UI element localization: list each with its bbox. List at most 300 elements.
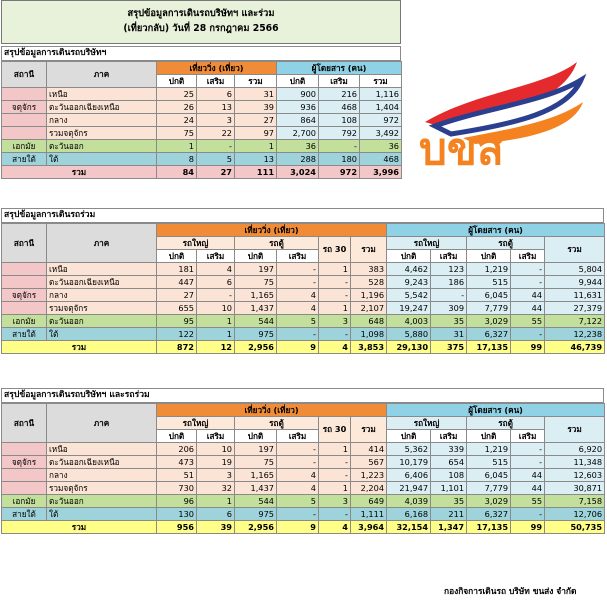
value-cell: 2,700	[277, 127, 319, 140]
col-total: รวม	[360, 75, 402, 88]
value-cell: 1	[235, 140, 277, 153]
col-extra: เสริม	[431, 430, 467, 443]
value-cell: 9,243	[387, 276, 431, 289]
value-cell: 8	[157, 153, 197, 166]
value-cell: 95	[157, 315, 197, 328]
value-cell: -	[319, 289, 351, 302]
report-title	[1, 0, 401, 44]
table-row	[2, 315, 605, 328]
value-cell: -	[319, 140, 360, 153]
total-value: 3,996	[360, 166, 402, 179]
region-cell: รวมจตุจักร	[47, 482, 157, 495]
region-cell: ตะวันออกเฉียงเหนือ	[47, 101, 157, 114]
station-cell: เอกมัย	[2, 315, 47, 328]
value-cell: 75	[157, 127, 197, 140]
value-cell: 206	[157, 443, 197, 456]
station-cell	[2, 88, 47, 101]
value-cell: -	[197, 140, 235, 153]
table-row	[2, 88, 402, 101]
value-cell: 975	[235, 328, 277, 341]
table-row	[2, 289, 605, 302]
col-normal: ปกติ	[467, 430, 511, 443]
value-cell: 186	[431, 276, 467, 289]
value-cell: 3,029	[467, 315, 511, 328]
value-cell: 383	[351, 263, 387, 276]
section2-table	[1, 223, 605, 354]
value-cell: 1,196	[351, 289, 387, 302]
value-cell: 1,165	[235, 289, 277, 302]
value-cell: 30,871	[545, 482, 605, 495]
value-cell: 9,944	[545, 276, 605, 289]
value-cell: 528	[351, 276, 387, 289]
total-value: 972	[319, 166, 360, 179]
col-extra: เสริม	[319, 75, 360, 88]
value-cell: 3	[319, 315, 351, 328]
value-cell: 1,219	[467, 263, 511, 276]
value-cell: -	[511, 276, 545, 289]
value-cell: 4,003	[387, 315, 431, 328]
col-extra: เสริม	[511, 430, 545, 443]
value-cell: -	[277, 456, 319, 469]
table-row	[2, 127, 402, 140]
station-cell: สายใต้	[2, 508, 47, 521]
value-cell: 10	[197, 302, 235, 315]
value-cell: 567	[351, 456, 387, 469]
table-row	[2, 508, 605, 521]
total-value: 3,964	[351, 521, 387, 534]
col-region: ภาค	[47, 224, 157, 263]
region-cell: ตะวันออก	[47, 140, 157, 153]
value-cell: 654	[431, 456, 467, 469]
col-van: รถตู้	[235, 237, 319, 250]
region-cell: กลาง	[47, 289, 157, 302]
station-cell: จตุจักร	[2, 456, 47, 469]
value-cell: 10,179	[387, 456, 431, 469]
value-cell: 122	[157, 328, 197, 341]
value-cell: 6,168	[387, 508, 431, 521]
total-value: 956	[157, 521, 197, 534]
station-cell	[2, 276, 47, 289]
value-cell: 5	[277, 315, 319, 328]
table-row	[2, 153, 402, 166]
total-value: 872	[157, 341, 197, 354]
value-cell: -	[319, 276, 351, 289]
value-cell: 19	[197, 456, 235, 469]
total-value: 17,135	[467, 521, 511, 534]
value-cell: 4	[277, 289, 319, 302]
value-cell: 730	[157, 482, 197, 495]
value-cell: 44	[511, 482, 545, 495]
value-cell: 3,492	[360, 127, 402, 140]
region-cell: เหนือ	[47, 443, 157, 456]
station-cell: จตุจักร	[2, 101, 47, 114]
value-cell: 1	[197, 328, 235, 341]
value-cell: 1,219	[467, 443, 511, 456]
col-normal: ปกติ	[277, 75, 319, 88]
total-label: รวม	[2, 521, 157, 534]
section1-table	[1, 61, 402, 179]
table-row	[2, 114, 402, 127]
col-passengers: ผู้โดยสาร (คน)	[277, 62, 402, 75]
total-value: 4	[319, 521, 351, 534]
value-cell: 4	[277, 469, 319, 482]
value-cell: 1,223	[351, 469, 387, 482]
region-cell: ใต้	[47, 508, 157, 521]
value-cell: 864	[277, 114, 319, 127]
value-cell: 3	[197, 114, 235, 127]
col-passengers: ผู้โดยสาร (คน)	[387, 404, 605, 417]
value-cell: 1	[319, 302, 351, 315]
value-cell: 7,158	[545, 495, 605, 508]
value-cell: 13	[197, 101, 235, 114]
col-normal: ปกติ	[157, 75, 197, 88]
region-cell: รวมจตุจักร	[47, 302, 157, 315]
value-cell: 447	[157, 276, 197, 289]
value-cell: 1,404	[360, 101, 402, 114]
value-cell: 473	[157, 456, 197, 469]
value-cell: 936	[277, 101, 319, 114]
col-r30: รถ 30	[319, 237, 351, 263]
value-cell: 35	[431, 495, 467, 508]
value-cell: -	[277, 328, 319, 341]
station-cell	[2, 263, 47, 276]
value-cell: 96	[157, 495, 197, 508]
station-cell: เอกมัย	[2, 140, 47, 153]
region-cell: รวมจตุจักร	[47, 127, 157, 140]
region-cell: ใต้	[47, 328, 157, 341]
table-row	[2, 276, 605, 289]
station-cell	[2, 302, 47, 315]
total-value: 84	[157, 166, 197, 179]
region-cell: ตะวันออก	[47, 315, 157, 328]
value-cell: 44	[511, 289, 545, 302]
col-extra: เสริม	[197, 250, 235, 263]
value-cell: 975	[235, 508, 277, 521]
value-cell: 288	[277, 153, 319, 166]
total-value: 46,739	[545, 341, 605, 354]
total-value: 29,130	[387, 341, 431, 354]
col-normal: ปกติ	[235, 430, 277, 443]
value-cell: 6,920	[545, 443, 605, 456]
total-value: 99	[511, 341, 545, 354]
value-cell: 1	[319, 263, 351, 276]
region-cell: เหนือ	[47, 88, 157, 101]
value-cell: 31	[431, 328, 467, 341]
value-cell: -	[197, 289, 235, 302]
table-row	[2, 328, 605, 341]
region-cell: ตะวันออกเฉียงเหนือ	[47, 276, 157, 289]
col-total: รวม	[351, 237, 387, 263]
value-cell: -	[277, 276, 319, 289]
value-cell: 1,101	[431, 482, 467, 495]
table-row	[2, 482, 605, 495]
value-cell: 5	[197, 153, 235, 166]
region-cell: กลาง	[47, 469, 157, 482]
value-cell: 39	[235, 101, 277, 114]
col-big: รถใหญ่	[387, 237, 467, 250]
total-value: 375	[431, 341, 467, 354]
value-cell: 515	[467, 276, 511, 289]
value-cell: 7,122	[545, 315, 605, 328]
value-cell: 19,247	[387, 302, 431, 315]
value-cell: 27,379	[545, 302, 605, 315]
value-cell: 1	[319, 482, 351, 495]
value-cell: 130	[157, 508, 197, 521]
value-cell: 1	[197, 315, 235, 328]
col-region: ภาค	[47, 62, 157, 88]
region-cell: ตะวันออก	[47, 495, 157, 508]
col-r30: รถ 30	[319, 417, 351, 443]
value-cell: -	[277, 263, 319, 276]
col-station: สถานี	[2, 62, 47, 88]
value-cell: 6	[197, 276, 235, 289]
station-cell	[2, 482, 47, 495]
col-region: ภาค	[47, 404, 157, 443]
col-normal: ปกติ	[235, 250, 277, 263]
value-cell: 26	[157, 101, 197, 114]
col-extra: เสริม	[197, 430, 235, 443]
value-cell: 900	[277, 88, 319, 101]
value-cell: -	[319, 456, 351, 469]
region-cell: ตะวันออกเฉียงเหนือ	[47, 456, 157, 469]
value-cell: 181	[157, 263, 197, 276]
col-big: รถใหญ่	[387, 417, 467, 430]
value-cell: 6,327	[467, 328, 511, 341]
logo-text: บขส	[419, 124, 504, 175]
station-cell	[2, 127, 47, 140]
value-cell: 4,039	[387, 495, 431, 508]
col-total: รวม	[545, 237, 605, 263]
value-cell: 24	[157, 114, 197, 127]
station-cell	[2, 114, 47, 127]
value-cell: 1,437	[235, 302, 277, 315]
total-row	[2, 521, 605, 534]
value-cell: 211	[431, 508, 467, 521]
col-trips: เที่ยววิ่ง (เที่ยว)	[157, 62, 277, 75]
col-van: รถตู้	[235, 417, 319, 430]
footer-note: กองกิจการเดินรถ บริษัท ขนส่ง จำกัด	[444, 586, 577, 596]
table-row	[2, 469, 605, 482]
table-row	[2, 140, 402, 153]
value-cell: 339	[431, 443, 467, 456]
value-cell: -	[319, 508, 351, 521]
value-cell: 22	[197, 127, 235, 140]
value-cell: 468	[319, 101, 360, 114]
value-cell: 13	[235, 153, 277, 166]
value-cell: 4	[197, 263, 235, 276]
value-cell: 5	[277, 495, 319, 508]
value-cell: 649	[351, 495, 387, 508]
value-cell: 414	[351, 443, 387, 456]
value-cell: 792	[319, 127, 360, 140]
total-value: 27	[197, 166, 235, 179]
value-cell: 55	[511, 495, 545, 508]
value-cell: 309	[431, 302, 467, 315]
region-cell: ใต้	[47, 153, 157, 166]
col-passengers: ผู้โดยสาร (คน)	[387, 224, 605, 237]
value-cell: 1,098	[351, 328, 387, 341]
section3-table	[1, 403, 605, 534]
value-cell: 3,029	[467, 495, 511, 508]
value-cell: -	[511, 508, 545, 521]
station-cell: สายใต้	[2, 328, 47, 341]
value-cell: 1	[157, 140, 197, 153]
station-cell	[2, 469, 47, 482]
total-value: 17,135	[467, 341, 511, 354]
total-value: 2,956	[235, 521, 277, 534]
value-cell: 97	[235, 127, 277, 140]
col-extra: เสริม	[277, 430, 319, 443]
col-van: รถตู้	[467, 417, 545, 430]
col-extra: เสริม	[277, 250, 319, 263]
col-big: รถใหญ่	[157, 417, 235, 430]
total-label: รวม	[2, 341, 157, 354]
value-cell: 2,204	[351, 482, 387, 495]
table-row	[2, 302, 605, 315]
value-cell: 12,603	[545, 469, 605, 482]
total-value: 12	[197, 341, 235, 354]
value-cell: 5,362	[387, 443, 431, 456]
value-cell: 10	[197, 443, 235, 456]
value-cell: 197	[235, 443, 277, 456]
value-cell: 108	[431, 469, 467, 482]
col-total: รวม	[351, 417, 387, 443]
region-cell: กลาง	[47, 114, 157, 127]
value-cell: 3	[197, 469, 235, 482]
col-normal: ปกติ	[387, 430, 431, 443]
value-cell: -	[511, 328, 545, 341]
value-cell: 32	[197, 482, 235, 495]
value-cell: 6,045	[467, 289, 511, 302]
value-cell: 7,779	[467, 482, 511, 495]
col-trips: เที่ยววิ่ง (เที่ยว)	[157, 404, 387, 417]
col-normal: ปกติ	[157, 430, 197, 443]
total-value: 3,853	[351, 341, 387, 354]
table-row	[2, 495, 605, 508]
value-cell: 6	[197, 508, 235, 521]
col-normal: ปกติ	[387, 250, 431, 263]
region-cell: เหนือ	[47, 263, 157, 276]
col-extra: เสริม	[431, 250, 467, 263]
value-cell: 27	[157, 289, 197, 302]
value-cell: 1	[319, 443, 351, 456]
section1-title: สรุปข้อมูลการเดินรถบริษัทฯ	[1, 46, 401, 61]
logo-graphic	[405, 52, 595, 182]
col-total: รวม	[235, 75, 277, 88]
value-cell: 11,631	[545, 289, 605, 302]
value-cell: 5,542	[387, 289, 431, 302]
total-value: 2,956	[235, 341, 277, 354]
value-cell: 51	[157, 469, 197, 482]
value-cell: 1,116	[360, 88, 402, 101]
value-cell: 36	[360, 140, 402, 153]
col-extra: เสริม	[197, 75, 235, 88]
table-row	[2, 456, 605, 469]
value-cell: -	[319, 469, 351, 482]
value-cell: 972	[360, 114, 402, 127]
title-line-2: (เที่ยวกลับ) วันที่ 28 กรกฎาคม 2566	[123, 23, 279, 34]
value-cell: 11,348	[545, 456, 605, 469]
value-cell: 5,804	[545, 263, 605, 276]
value-cell: 4	[277, 482, 319, 495]
value-cell: 44	[511, 302, 545, 315]
value-cell: 75	[235, 456, 277, 469]
value-cell: 6,327	[467, 508, 511, 521]
value-cell: 55	[511, 315, 545, 328]
value-cell: -	[319, 328, 351, 341]
total-value: 3,024	[277, 166, 319, 179]
value-cell: 2,107	[351, 302, 387, 315]
value-cell: 123	[431, 263, 467, 276]
value-cell: -	[511, 456, 545, 469]
value-cell: 3	[319, 495, 351, 508]
value-cell: 12,706	[545, 508, 605, 521]
station-cell: จตุจักร	[2, 289, 47, 302]
col-station: สถานี	[2, 404, 47, 443]
value-cell: -	[511, 263, 545, 276]
value-cell: 1,111	[351, 508, 387, 521]
col-station: สถานี	[2, 224, 47, 263]
section3-title: สรุปข้อมูลการเดินรถบริษัทฯ และรถร่วม	[1, 388, 604, 403]
value-cell: -	[277, 508, 319, 521]
value-cell: 648	[351, 315, 387, 328]
total-row	[2, 166, 402, 179]
value-cell: -	[277, 443, 319, 456]
value-cell: 544	[235, 495, 277, 508]
total-value: 4	[319, 341, 351, 354]
value-cell: 7,779	[467, 302, 511, 315]
total-value: 39	[197, 521, 235, 534]
value-cell: 4,462	[387, 263, 431, 276]
value-cell: 35	[431, 315, 467, 328]
value-cell: -	[431, 289, 467, 302]
value-cell: 108	[319, 114, 360, 127]
station-cell: สายใต้	[2, 153, 47, 166]
value-cell: 27	[235, 114, 277, 127]
col-normal: ปกติ	[467, 250, 511, 263]
value-cell: 6,406	[387, 469, 431, 482]
value-cell: 515	[467, 456, 511, 469]
value-cell: 44	[511, 469, 545, 482]
total-value: 99	[511, 521, 545, 534]
bks-logo	[405, 52, 595, 182]
value-cell: 12,238	[545, 328, 605, 341]
value-cell: 36	[277, 140, 319, 153]
value-cell: 5,880	[387, 328, 431, 341]
col-van: รถตู้	[467, 237, 545, 250]
col-extra: เสริม	[511, 250, 545, 263]
value-cell: 197	[235, 263, 277, 276]
value-cell: 4	[277, 302, 319, 315]
station-cell: เอกมัย	[2, 495, 47, 508]
value-cell: 1	[197, 495, 235, 508]
station-cell	[2, 443, 47, 456]
total-value: 111	[235, 166, 277, 179]
value-cell: 21,947	[387, 482, 431, 495]
total-value: 1,347	[431, 521, 467, 534]
value-cell: 216	[319, 88, 360, 101]
total-label: รวม	[2, 166, 157, 179]
section2-title: สรุปข้อมูลการเดินรถร่วม	[1, 208, 604, 223]
total-row	[2, 341, 605, 354]
table-row	[2, 443, 605, 456]
value-cell: 1,165	[235, 469, 277, 482]
value-cell: 544	[235, 315, 277, 328]
value-cell: 655	[157, 302, 197, 315]
value-cell: 6,045	[467, 469, 511, 482]
total-value: 9	[277, 521, 319, 534]
value-cell: 180	[319, 153, 360, 166]
